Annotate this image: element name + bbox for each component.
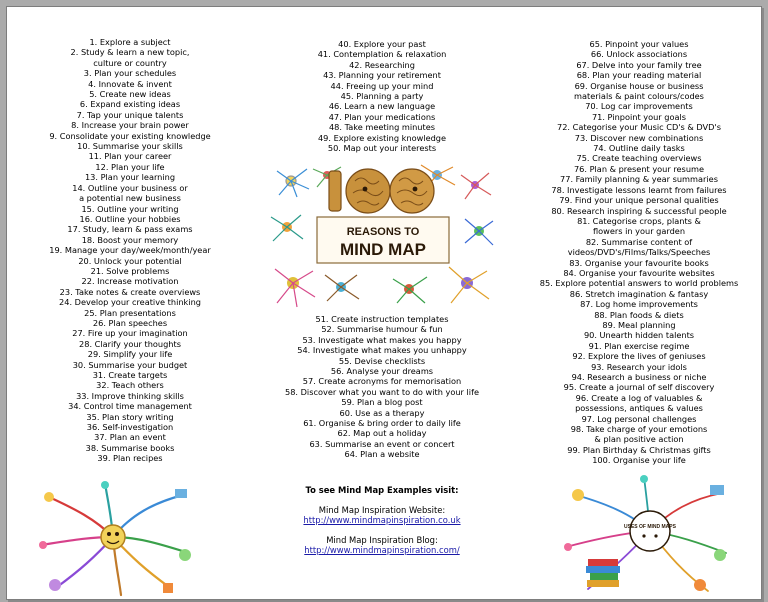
reason-line: materials & paint colours/codes	[574, 91, 704, 102]
reason-line: 75. Create teaching overviews	[576, 153, 702, 164]
reason-line: videos/DVD's/Films/Talks/Speeches	[567, 247, 711, 258]
mind-map-links-box	[267, 485, 497, 556]
reason-line: 21. Solve problems	[90, 265, 170, 276]
website-label: Mind Map Inspiration Website:	[318, 504, 446, 515]
reason-line: 39. Plan recipes	[97, 453, 163, 464]
reason-line: 84. Organise your favourite websites	[563, 267, 715, 278]
reason-line: 30. Summarise your budget	[72, 359, 188, 370]
reason-line: 43. Planning your retirement	[323, 70, 441, 81]
reason-line: 10. Summarise your skills	[77, 141, 183, 152]
reason-line: 98. Take charge of your emotions	[570, 424, 708, 435]
reason-line: 24. Develop your creative thinking	[59, 297, 201, 308]
reason-line: 26. Plan speeches	[92, 317, 168, 328]
reason-line: 56. Analyse your dreams	[330, 366, 434, 377]
reason-line: 17. Study, learn & pass exams	[67, 224, 193, 235]
reason-line: 29. Simplify your life	[87, 349, 173, 360]
reason-line: 71. Pinpoint your goals	[591, 111, 687, 122]
reasons-column-2-top	[267, 39, 497, 153]
reason-line: 97. Log personal challenges	[581, 413, 697, 424]
reason-line: 60. Use as a therapy	[339, 407, 425, 418]
reason-line: 9. Consolidate your existing knowledge	[49, 130, 211, 141]
central-topic-label: USES OF MIND MAPS	[624, 524, 676, 530]
reason-line: 46. Learn a new language	[328, 101, 436, 112]
reason-line: 16. Outline your hobbies	[79, 213, 181, 224]
reason-line: 45. Planning a party	[340, 91, 424, 102]
reason-line: 81. Categorise crops, plants &	[577, 215, 701, 226]
reason-line: 92. Explore the lives of geniuses	[572, 351, 706, 362]
reason-line: 82. Summarise content of	[585, 236, 693, 247]
reason-line: 91. Plan exercise regime	[588, 340, 690, 351]
reason-line: 4. Innovate & invent	[88, 78, 172, 89]
reason-line: 53. Investigate what makes you happy	[302, 334, 462, 345]
reason-line: 27. Fire up your imagination	[72, 328, 188, 339]
reason-line: 52. Summarise humour & fun	[321, 324, 443, 335]
reason-line: 44. Freeing up your mind	[330, 80, 434, 91]
reason-line: 38. Summarise books	[85, 442, 175, 453]
title-line-mind-map: MIND MAP	[340, 240, 426, 259]
reason-line: 20. Unlock your potential	[78, 255, 182, 266]
reason-line: 3. Plan your schedules	[83, 68, 177, 79]
reason-line: 58. Discover what you want to do with your life	[285, 386, 479, 397]
reason-line: 57. Create acronyms for memorisation	[302, 376, 462, 387]
reason-line: 87. Log home improvements	[580, 299, 698, 310]
reason-line: 88. Plan foods & diets	[594, 309, 684, 320]
reason-line: 8. Increase your brain power	[71, 120, 189, 131]
reason-line: 36. Self-investigation	[86, 422, 174, 433]
reason-line: 22. Increase motivation	[81, 276, 179, 287]
reason-line: 76. Plan & present your resume	[573, 163, 705, 174]
reason-line: 64. Plan a website	[344, 449, 420, 460]
reason-line: 32. Teach others	[96, 380, 164, 391]
hero-mind-map-image	[269, 159, 497, 313]
reasons-column-3	[520, 39, 758, 466]
brochure-page	[6, 6, 762, 600]
reason-line: 90. Unearth hidden talents	[583, 330, 695, 341]
reason-line: 65. Pinpoint your values	[589, 39, 689, 49]
reason-line: 23. Take notes & create overviews	[59, 286, 201, 297]
reason-line: a potential new business	[79, 193, 181, 204]
reason-line: 31. Create targets	[92, 370, 168, 380]
reason-line: 11. Plan your career	[88, 151, 172, 162]
blog-link[interactable]: http://www.mindmapinspiration.com/	[304, 545, 460, 555]
reason-line: 99. Plan Birthday & Christmas gifts	[567, 444, 711, 455]
reasons-column-1	[15, 37, 245, 464]
reason-line: 35. Plan story writing	[86, 411, 174, 422]
reason-line: 42. Researching	[349, 59, 415, 70]
reason-line: 13. Plan your learning	[84, 172, 176, 183]
reason-line: 54. Investigate what makes you unhappy	[297, 345, 467, 356]
reason-line: 67. Delve into your family tree	[576, 59, 702, 70]
reason-line: 15. Outline your writing	[81, 203, 179, 214]
reason-line: 85. Explore potential answers to world problems	[539, 278, 739, 289]
reason-line: 70. Log car improvements	[585, 101, 693, 112]
website-link[interactable]: http://www.mindmapinspiration.co.uk	[303, 515, 461, 525]
reason-line: 74. Outline daily tasks	[593, 143, 685, 154]
reason-line: 14. Outline your business or	[72, 182, 188, 193]
reason-line: 95. Create a journal of self discovery	[563, 382, 715, 393]
reason-line: 69. Organise house or business	[574, 80, 704, 91]
reason-line: 50. Map out your interests	[327, 143, 437, 154]
reason-line: 78. Investigate lessons learnt from failures	[551, 184, 727, 195]
reason-line: 34. Control time management	[68, 401, 192, 412]
reason-line: 48. Take meeting minutes	[328, 122, 436, 133]
reason-line: 33. Improve thinking skills	[76, 390, 184, 401]
reason-line: 41. Contemplation & relaxation	[317, 49, 447, 60]
reason-line: 6. Expand existing ideas	[79, 99, 181, 110]
reason-line: 66. Unlock associations	[590, 49, 688, 60]
blog-label: Mind Map Inspiration Blog:	[326, 534, 438, 545]
reason-line: 55. Devise checklists	[338, 355, 426, 366]
reason-line: 96. Create a log of valuables &	[575, 392, 703, 403]
reason-line: 7. Tap your unique talents	[76, 109, 184, 120]
reason-line: 25. Plan presentations	[84, 307, 176, 318]
reason-line: 18. Boost your memory	[81, 234, 179, 245]
reason-line: 63. Summarise an event or concert	[309, 438, 455, 449]
reason-line: 1. Explore a subject	[89, 37, 171, 47]
right-mind-map-image	[560, 473, 730, 597]
reasons-column-2-bottom	[267, 314, 497, 460]
title-banner	[317, 217, 449, 263]
reason-line: 68. Plan your reading material	[576, 70, 702, 81]
reason-line: 49. Explore existing knowledge	[317, 132, 447, 143]
reason-line: 83. Organise your favourite books	[569, 257, 709, 268]
reason-line: 80. Research inspiring & successful people	[551, 205, 727, 216]
reason-line: 89. Meal planning	[602, 319, 676, 330]
left-mind-map-image	[35, 479, 195, 597]
reason-line: culture or country	[93, 57, 167, 68]
reason-line: 93. Research your idols	[591, 361, 687, 372]
reason-line: flowers in your garden	[592, 226, 686, 237]
reason-line: & plan positive action	[594, 434, 684, 445]
reason-line: 5. Create new ideas	[89, 89, 171, 100]
brain-illustration	[329, 169, 434, 213]
reason-line: 40. Explore your past	[338, 39, 426, 49]
reason-line: 62. Map out a holiday	[337, 428, 427, 439]
reason-line: 19. Manage your day/week/month/year	[49, 245, 211, 256]
reason-line: 2. Study & learn a new topic,	[70, 47, 190, 58]
reason-line: 73. Discover new combinations	[574, 132, 704, 143]
reason-line: 77. Family planning & year summaries	[560, 174, 718, 185]
reason-line: 47. Plan your medications	[328, 111, 436, 122]
links-heading: To see Mind Map Examples visit:	[305, 485, 459, 495]
reason-line: 12. Plan your life	[95, 161, 165, 172]
reason-line: 59. Plan a blog post	[341, 397, 423, 408]
book-stack-icon	[586, 559, 620, 587]
reason-line: 100. Organise your life	[592, 455, 686, 466]
reason-line: 61. Organise & bring order to daily life	[303, 418, 461, 429]
reason-line: 94. Research a business or niche	[571, 372, 707, 382]
reason-line: 72. Categorise your Music CD's & DVD's	[557, 122, 721, 133]
reason-line: possessions, antiques & values	[575, 403, 703, 414]
reason-line: 28. Clarify your thoughts	[79, 338, 181, 349]
central-image	[630, 511, 670, 551]
reason-line: 37. Plan an event	[94, 432, 166, 443]
title-line-reasons: REASONS TO	[346, 226, 420, 238]
reason-line: 79. Find your unique personal qualities	[559, 195, 719, 206]
central-image	[101, 525, 125, 549]
reason-line: 86. Stretch imagination & fantasy	[569, 288, 709, 299]
reason-line: 51. Create instruction templates	[315, 314, 449, 324]
